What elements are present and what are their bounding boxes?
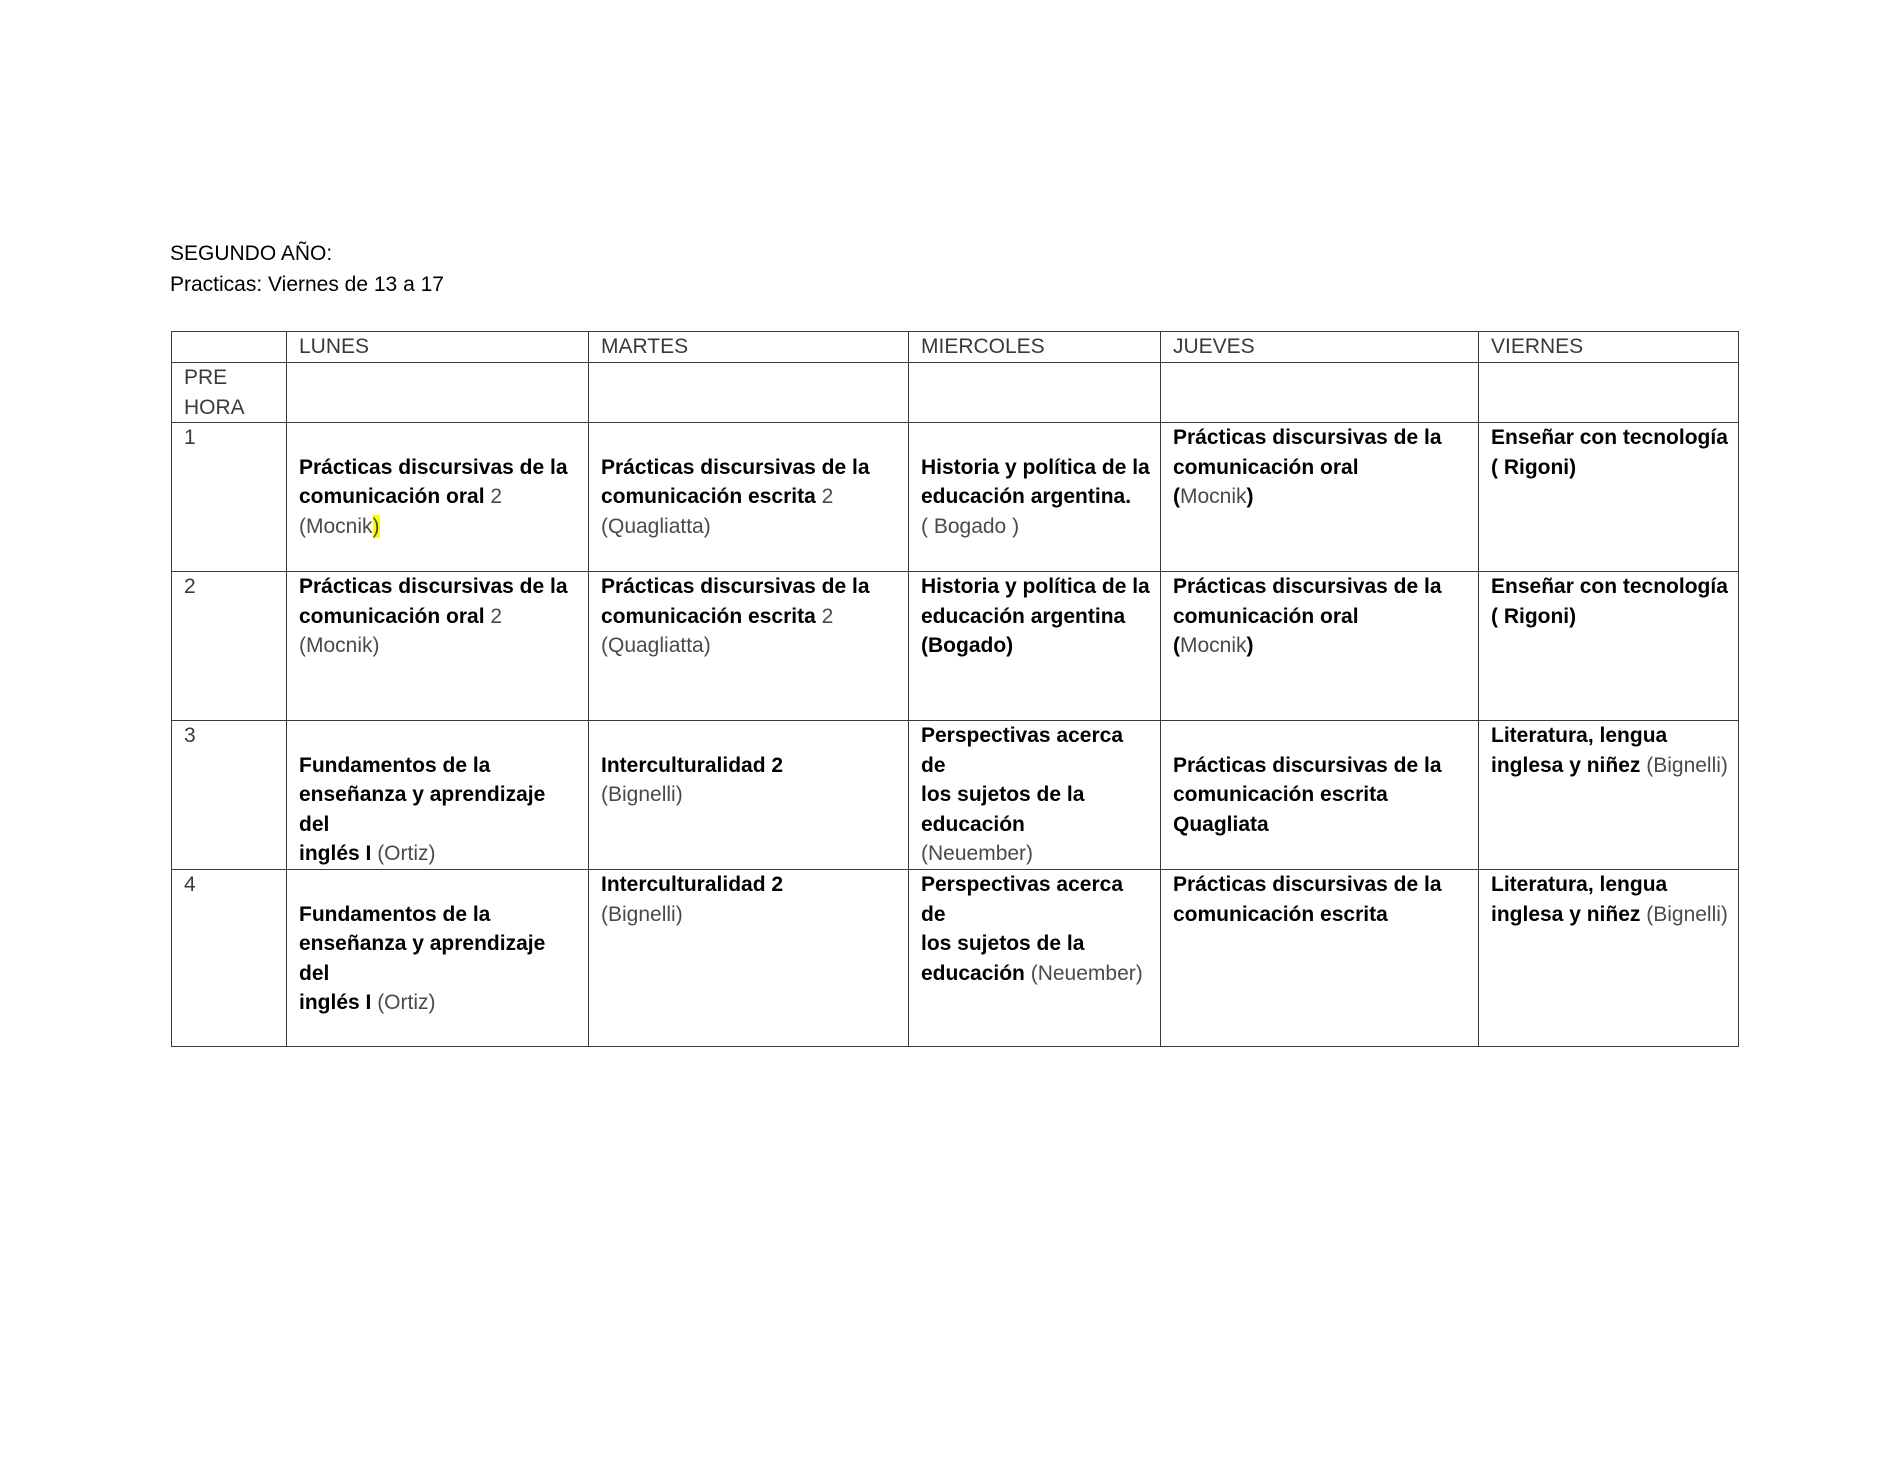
subject-line: Enseñar con tecnología xyxy=(1491,575,1728,598)
page-title: SEGUNDO AÑO: xyxy=(170,242,333,265)
teacher-name: (Mocnik xyxy=(299,514,373,538)
teacher-name: Mocnik xyxy=(1180,634,1247,657)
teacher-name: (Bignelli) xyxy=(601,902,683,926)
subject-line: Historia y política de la xyxy=(921,575,1150,598)
subject-line: Enseñar con tecnología xyxy=(1491,426,1728,449)
teacher-name: (Bignelli) xyxy=(1640,902,1728,926)
subject-line: inglés I xyxy=(299,991,372,1014)
table-cell-lunes xyxy=(287,870,589,1047)
subject-line: comunicación oral xyxy=(299,604,485,628)
teacher-name: ( Rigoni) xyxy=(1491,604,1577,628)
teacher-name: (Bignelli) xyxy=(1640,753,1728,777)
hora-number: 2 xyxy=(172,572,287,721)
table-row xyxy=(172,721,1739,870)
table-cell-viernes xyxy=(1479,572,1739,721)
subject-line: Fundamentos de la xyxy=(299,753,491,777)
subject-line: Interculturalidad 2 xyxy=(601,873,784,896)
table-cell-martes xyxy=(589,572,909,721)
teacher-name: ( Bogado ) xyxy=(921,514,1020,538)
table-cell-viernes xyxy=(1479,721,1739,870)
subject-line: Literatura, lengua xyxy=(1491,724,1668,747)
subject-line: comunicación oral xyxy=(1173,455,1359,479)
subject-line: Prácticas discursivas de la xyxy=(1173,753,1442,777)
teacher-name: (Bogado) xyxy=(921,634,1014,657)
table-cell-lunes xyxy=(287,423,589,572)
subject-line: inglés I xyxy=(299,842,372,865)
schedule-table xyxy=(171,331,1739,1047)
pre-hora-label: PRE HORA xyxy=(172,363,287,423)
table-cell-lunes xyxy=(287,721,589,870)
teacher-name: (Bignelli) xyxy=(601,783,683,806)
subject-suffix: 2 xyxy=(815,485,834,508)
table-cell-martes xyxy=(589,721,909,870)
subject-line: comunicación escrita xyxy=(601,485,816,508)
header-cell-viernes: VIERNES xyxy=(1479,332,1739,363)
subject-line: comunicación escrita xyxy=(1173,783,1388,806)
subject-line: Prácticas discursivas de la xyxy=(1173,873,1442,896)
subject-line: Fundamentos de la xyxy=(299,902,491,926)
page-subtitle: Practicas: Viernes de 13 a 17 xyxy=(170,273,444,296)
teacher-name: (Ortiz) xyxy=(371,842,436,865)
table-cell xyxy=(909,363,1161,423)
table-row-pre-hora xyxy=(172,363,1739,423)
teacher-name: Mocnik xyxy=(1180,485,1247,508)
header-cell-lunes: LUNES xyxy=(287,332,589,363)
subject-line: Prácticas discursivas de la xyxy=(1173,575,1442,598)
subject-suffix: 2 xyxy=(815,604,834,628)
table-cell xyxy=(1479,363,1739,423)
subject-line: Perspectivas acerca de xyxy=(921,724,1123,777)
table-cell-jueves xyxy=(1161,721,1479,870)
subject-line: Historia y política de la xyxy=(921,455,1150,479)
table-cell-jueves xyxy=(1161,870,1479,1047)
subject-line: Literatura, lengua xyxy=(1491,873,1668,896)
subject-line: comunicación oral xyxy=(1173,604,1359,628)
teacher-name: Quagliata xyxy=(1173,812,1269,836)
subject-line: Prácticas discursivas de la xyxy=(601,575,870,598)
table-row xyxy=(172,572,1739,721)
table-header-row xyxy=(172,332,1739,363)
subject-line: enseñanza y aprendizaje del xyxy=(299,783,546,836)
table-row xyxy=(172,870,1739,1047)
header-cell-miercoles: MIERCOLES xyxy=(909,332,1161,363)
table-cell-miercoles xyxy=(909,870,1161,1047)
subject-line: educación xyxy=(921,812,1025,836)
subject-line: inglesa y niñez xyxy=(1491,902,1641,926)
subject-line: enseñanza y aprendizaje del xyxy=(299,932,546,985)
table-cell-miercoles xyxy=(909,721,1161,870)
subject-line: inglesa y niñez xyxy=(1491,753,1641,777)
hora-number: 4 xyxy=(172,870,287,1047)
subject-line: educación xyxy=(921,961,1025,985)
table-cell-viernes xyxy=(1479,870,1739,1047)
subject-line: Perspectivas acerca de xyxy=(921,873,1123,926)
subject-line: Prácticas discursivas de la xyxy=(1173,426,1442,449)
table-cell-viernes xyxy=(1479,423,1739,572)
document-heading xyxy=(170,238,444,300)
subject-line: comunicación escrita xyxy=(601,604,816,628)
teacher-name: (Ortiz) xyxy=(371,991,436,1014)
table-row xyxy=(172,423,1739,572)
subject-line: comunicación oral xyxy=(299,485,485,508)
table-cell-martes xyxy=(589,423,909,572)
teacher-name: ( Rigoni) xyxy=(1491,455,1577,479)
teacher-name: (Mocnik) xyxy=(299,634,380,657)
table-cell-lunes xyxy=(287,572,589,721)
table-cell-jueves: Prácticas discursivas de la comunicación oral (Mocnik) xyxy=(1161,423,1479,572)
header-cell-martes: MARTES xyxy=(589,332,909,363)
subject-line: Prácticas discursivas de la xyxy=(299,575,568,598)
header-cell-jueves: JUEVES xyxy=(1161,332,1479,363)
subject-line: los sujetos de la xyxy=(921,783,1085,806)
header-cell-empty xyxy=(172,332,287,363)
table-cell xyxy=(1161,363,1479,423)
subject-line: comunicación escrita xyxy=(1173,902,1388,926)
subject-line: Prácticas discursivas de la xyxy=(299,455,568,479)
table-cell-martes xyxy=(589,870,909,1047)
teacher-name: (Quagliatta) xyxy=(601,514,711,538)
subject-suffix: 2 xyxy=(484,485,503,508)
subject-line: los sujetos de la xyxy=(921,932,1085,955)
highlighted-paren: ) xyxy=(372,514,380,538)
hora-number: 3 xyxy=(172,721,287,870)
teacher-name: (Neuember) xyxy=(1024,961,1143,985)
subject-suffix: 2 xyxy=(484,604,503,628)
table-cell-miercoles xyxy=(909,423,1161,572)
subject-line: educación argentina. xyxy=(921,485,1132,508)
subject-line: Prácticas discursivas de la xyxy=(601,455,870,479)
table-cell-miercoles xyxy=(909,572,1161,721)
table-cell xyxy=(287,363,589,423)
teacher-name: (Quagliatta) xyxy=(601,634,711,657)
table-cell-jueves: Prácticas discursivas de la comunicación oral (Mocnik) xyxy=(1161,572,1479,721)
teacher-name: (Neuember) xyxy=(921,842,1034,865)
hora-number: 1 xyxy=(172,423,287,572)
table-cell xyxy=(589,363,909,423)
subject-line: educación argentina xyxy=(921,604,1126,628)
subject-line: Interculturalidad 2 xyxy=(601,753,784,777)
